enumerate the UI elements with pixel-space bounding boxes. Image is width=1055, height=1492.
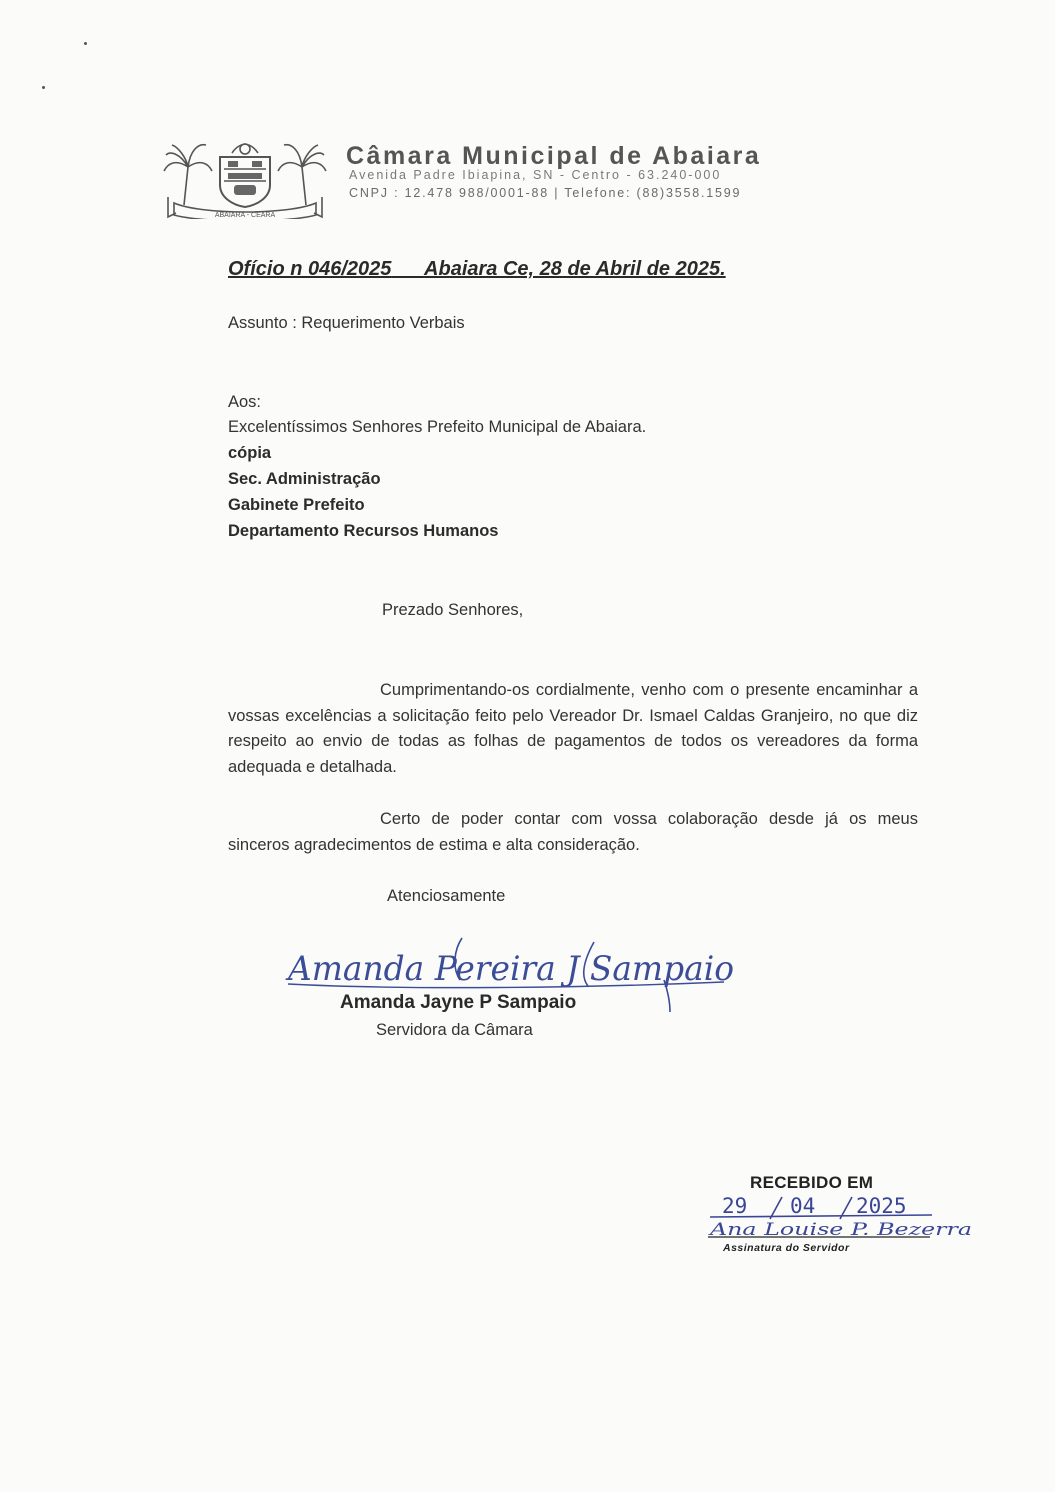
organization-address: Avenida Padre Ibiapina, SN - Centro - 63.240-000 — [349, 168, 722, 182]
closing: Atenciosamente — [387, 887, 506, 905]
municipal-crest-logo — [162, 133, 328, 219]
receiver-signature-label: Assinatura do Servidor — [723, 1242, 850, 1254]
copy-label: cópia — [228, 444, 272, 462]
received-day: 29 — [722, 1194, 748, 1218]
copy-recipient: Sec. Administração — [228, 470, 381, 488]
salutation: Prezado Senhores, — [382, 601, 524, 619]
scan-speck — [42, 86, 45, 89]
received-year: 2025 — [856, 1194, 907, 1218]
copy-recipient: Gabinete Prefeito — [228, 496, 365, 514]
signer-name: Amanda Jayne P Sampaio — [340, 992, 577, 1013]
body-paragraph-2: Certo de poder contar com vossa colaboração desde já os meus sinceros agradecimentos de estima e alta consideração. — [228, 810, 918, 854]
copy-recipient: Departamento Recursos Humanos — [228, 522, 499, 540]
scan-speck — [84, 42, 87, 45]
signer-role: Servidora da Câmara — [376, 1021, 533, 1039]
recipient-main: Excelentíssimos Senhores Prefeito Municipal de Abaiara. — [228, 418, 647, 436]
organization-contact: CNPJ : 12.478 988/0001-88 | Telefone: (88)3558.1599 — [349, 186, 742, 200]
document-subject: Assunto : Requerimento Verbais — [228, 314, 465, 332]
received-stamp-title: RECEBIDO EM — [750, 1173, 874, 1192]
signature-text: Amanda Pereira J Sampaio — [285, 949, 734, 989]
receiver-signature: Ana Louise P. Bezerra — [707, 1220, 972, 1240]
document-reference-line — [228, 258, 726, 281]
recipients-intro: Aos: — [228, 393, 262, 411]
crest-motto: ABAIARA - CEARÁ — [214, 212, 276, 219]
body-paragraph-1: Cumprimentando-os cordialmente, venho com o presente encaminhar a vossas excelências a solicitação feito pelo Vereador Dr. Ismael Caldas Granjeiro, no que diz respeito ao envio de todas as folhas de pagamentos de todos os vereadores da forma adequada e detalhada. — [228, 681, 918, 776]
document-reference: Ofício n 046/2025 — [228, 258, 392, 280]
received-month: 04 — [790, 1194, 816, 1218]
organization-name: Câmara Municipal de Abaiara — [346, 142, 762, 170]
document-place-date: Abaiara Ce, 28 de Abril de 2025. — [424, 258, 726, 280]
